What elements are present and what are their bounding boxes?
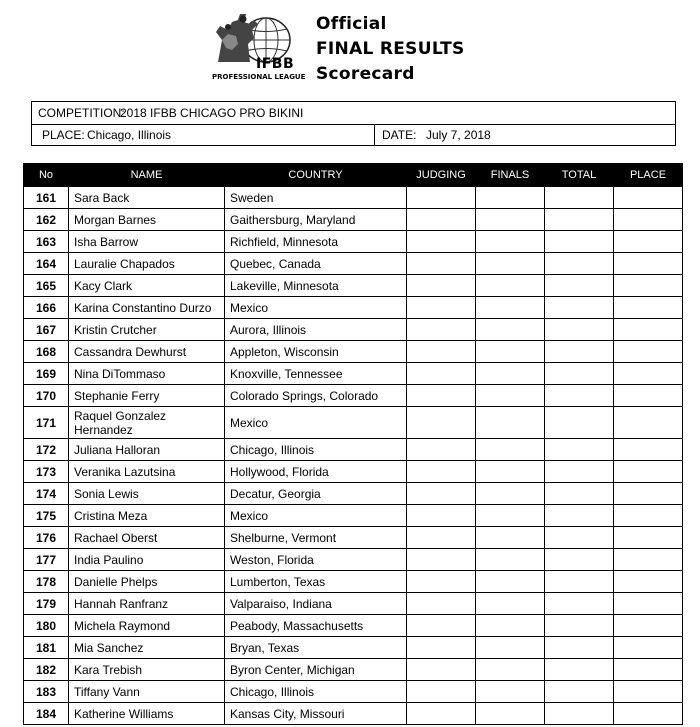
place-date-row [32,124,675,146]
results-table [23,163,683,725]
table-row [24,209,683,231]
table-row [24,505,683,527]
competitor-number: 179 [24,593,69,615]
finals-score-cell [476,637,545,659]
competitor-country: Knoxville, Tennessee [225,363,407,385]
competitor-number: 165 [24,275,69,297]
place-cell [614,571,683,593]
table-row [24,363,683,385]
competitor-number: 166 [24,297,69,319]
competitor-country: Decatur, Georgia [225,483,407,505]
finals-score-cell [476,231,545,253]
finals-score-cell [476,341,545,363]
competitor-country: Chicago, Illinois [225,439,407,461]
finals-score-cell [476,385,545,407]
place-cell [614,407,683,439]
scorecard-title [316,12,465,87]
total-score-cell [545,505,614,527]
place-cell [614,385,683,407]
judging-score-cell [407,461,476,483]
finals-score-cell [476,319,545,341]
judging-score-cell [407,505,476,527]
competitor-country: Quebec, Canada [225,253,407,275]
place-cell [614,681,683,703]
competitor-name: Sonia Lewis [69,483,225,505]
total-score-cell [545,703,614,725]
place-cell [614,231,683,253]
place-cell [614,363,683,385]
table-row [24,659,683,681]
title-line: FINAL RESULTS [316,39,465,59]
competitor-country: Bryan, Texas [225,637,407,659]
competitor-number: 170 [24,385,69,407]
judging-score-cell [407,549,476,571]
finals-score-cell [476,483,545,505]
judging-score-cell [407,231,476,253]
judging-score-cell [407,275,476,297]
judging-score-cell [407,319,476,341]
finals-score-cell [476,527,545,549]
place-cell [614,593,683,615]
place-cell [614,703,683,725]
total-score-cell [545,253,614,275]
competitor-name: Kristin Crutcher [69,319,225,341]
competitor-name: Danielle Phelps [69,571,225,593]
competitor-name: Raquel Gonzalez Hernandez [69,407,225,439]
competitor-country: Aurora, Illinois [225,319,407,341]
judging-score-cell [407,593,476,615]
competitor-number: 176 [24,527,69,549]
finals-score-cell [476,703,545,725]
competitor-country: Lakeville, Minnesota [225,275,407,297]
finals-score-cell [476,615,545,637]
competitor-name: Nina DiTommaso [69,363,225,385]
place-cell [614,341,683,363]
competitor-number: 184 [24,703,69,725]
competitor-country: Mexico [225,505,407,527]
table-row [24,439,683,461]
table-row [24,637,683,659]
total-score-cell [545,385,614,407]
logo-text-main: IFBB [256,56,295,72]
competitor-number: 183 [24,681,69,703]
finals-score-cell [476,439,545,461]
judging-score-cell [407,385,476,407]
competitor-number: 164 [24,253,69,275]
column-header-place: PLACE [614,164,683,187]
competitor-country: Richfield, Minnesota [225,231,407,253]
competitor-number: 167 [24,319,69,341]
competitor-number: 172 [24,439,69,461]
competitor-number: 181 [24,637,69,659]
finals-score-cell [476,571,545,593]
total-score-cell [545,549,614,571]
competitor-name: Tiffany Vann [69,681,225,703]
finals-score-cell [476,593,545,615]
place-cell [614,659,683,681]
place-cell [614,439,683,461]
place-cell [614,527,683,549]
total-score-cell [545,681,614,703]
column-header-total: TOTAL [545,164,614,187]
judging-score-cell [407,571,476,593]
competitor-country: Kansas City, Missouri [225,703,407,725]
total-score-cell [545,615,614,637]
table-row [24,483,683,505]
total-score-cell [545,439,614,461]
competitor-number: 163 [24,231,69,253]
place-label: PLACE: [42,128,85,142]
competitor-name: Katherine Williams [69,703,225,725]
total-score-cell [545,319,614,341]
results-body [24,187,683,725]
competition-row [32,102,675,125]
table-row [24,385,683,407]
column-header-country: COUNTRY [225,164,407,187]
total-score-cell [545,527,614,549]
competitor-name: Cassandra Dewhurst [69,341,225,363]
finals-score-cell [476,253,545,275]
finals-score-cell [476,363,545,385]
finals-score-cell [476,297,545,319]
competitor-number: 174 [24,483,69,505]
total-score-cell [545,659,614,681]
table-row [24,593,683,615]
competition-value: 2018 IFBB CHICAGO PRO BIKINI [120,106,304,120]
place-cell [614,615,683,637]
place-cell [614,253,683,275]
finals-score-cell [476,505,545,527]
competitor-name: Juliana Halloran [69,439,225,461]
competitor-number: 178 [24,571,69,593]
table-row [24,253,683,275]
finals-score-cell [476,407,545,439]
table-row [24,275,683,297]
finals-score-cell [476,187,545,209]
competitor-country: Appleton, Wisconsin [225,341,407,363]
place-cell [614,483,683,505]
title-line: Scorecard [316,64,415,84]
place-value: Chicago, Illinois [87,128,172,142]
ifbb-pro-league-logo [208,10,306,84]
judging-score-cell [407,527,476,549]
table-row [24,319,683,341]
competitor-country: Shelburne, Vermont [225,527,407,549]
table-row [24,407,683,439]
competitor-country: Hollywood, Florida [225,461,407,483]
date-divider [374,124,375,146]
place-cell [614,549,683,571]
table-row [24,461,683,483]
date-label: DATE: [382,128,417,142]
competitor-name: Veranika Lazutsina [69,461,225,483]
total-score-cell [545,571,614,593]
table-row [24,187,683,209]
total-score-cell [545,231,614,253]
judging-score-cell [407,703,476,725]
competitor-number: 180 [24,615,69,637]
competitor-number: 175 [24,505,69,527]
total-score-cell [545,341,614,363]
table-row [24,341,683,363]
finals-score-cell [476,461,545,483]
table-row [24,681,683,703]
competitor-country: Byron Center, Michigan [225,659,407,681]
judging-score-cell [407,297,476,319]
place-cell [614,319,683,341]
competitor-number: 168 [24,341,69,363]
competitor-name: Kacy Clark [69,275,225,297]
competitor-name: Rachael Oberst [69,527,225,549]
competitor-name: Stephanie Ferry [69,385,225,407]
competitor-name: Hannah Ranfranz [69,593,225,615]
competition-info-box [31,101,676,146]
competitor-name: Karina Constantino Durzo [69,297,225,319]
total-score-cell [545,363,614,385]
competitor-country: Gaithersburg, Maryland [225,209,407,231]
judging-score-cell [407,253,476,275]
place-cell [614,461,683,483]
place-cell [614,505,683,527]
competitor-name: Lauralie Chapados [69,253,225,275]
table-row [24,615,683,637]
competitor-number: 173 [24,461,69,483]
place-cell [614,637,683,659]
table-row [24,231,683,253]
judging-score-cell [407,439,476,461]
judging-score-cell [407,681,476,703]
competitor-number: 171 [24,407,69,439]
total-score-cell [545,637,614,659]
finals-score-cell [476,549,545,571]
competitor-country: Lumberton, Texas [225,571,407,593]
total-score-cell [545,297,614,319]
competitor-country: Colorado Springs, Colorado [225,385,407,407]
column-header-judging: JUDGING [407,164,476,187]
competition-label: COMPETITION: [38,106,125,120]
competitor-number: 169 [24,363,69,385]
competitor-country: Chicago, Illinois [225,681,407,703]
place-cell [614,297,683,319]
judging-score-cell [407,615,476,637]
competitor-number: 177 [24,549,69,571]
competitor-country: Mexico [225,407,407,439]
finals-score-cell [476,209,545,231]
place-cell [614,187,683,209]
competitor-number: 161 [24,187,69,209]
competitor-name: Isha Barrow [69,231,225,253]
date-value: July 7, 2018 [426,128,491,142]
competitor-name: India Paulino [69,549,225,571]
competitor-number: 182 [24,659,69,681]
total-score-cell [545,407,614,439]
competitor-name: Kara Trebish [69,659,225,681]
total-score-cell [545,187,614,209]
judging-score-cell [407,341,476,363]
table-header-row [24,164,683,187]
judging-score-cell [407,483,476,505]
place-cell [614,209,683,231]
total-score-cell [545,483,614,505]
competitor-country: Valparaiso, Indiana [225,593,407,615]
judging-score-cell [407,209,476,231]
total-score-cell [545,275,614,297]
judging-score-cell [407,659,476,681]
total-score-cell [545,461,614,483]
judging-score-cell [407,407,476,439]
finals-score-cell [476,659,545,681]
column-header-no: No [24,164,69,187]
competitor-number: 162 [24,209,69,231]
total-score-cell [545,593,614,615]
competitor-name: Morgan Barnes [69,209,225,231]
judging-score-cell [407,363,476,385]
judging-score-cell [407,637,476,659]
competitor-country: Mexico [225,297,407,319]
competitor-country: Weston, Florida [225,549,407,571]
competitor-name: Mia Sanchez [69,637,225,659]
finals-score-cell [476,275,545,297]
competitor-country: Peabody, Massachusetts [225,615,407,637]
competitor-name: Michela Raymond [69,615,225,637]
table-row [24,703,683,725]
logo-text-sub: PROFESSIONAL LEAGUE [212,73,306,81]
table-row [24,571,683,593]
competitor-name: Cristina Meza [69,505,225,527]
table-row [24,527,683,549]
competitor-name: Sara Back [69,187,225,209]
judging-score-cell [407,187,476,209]
table-row [24,297,683,319]
finals-score-cell [476,681,545,703]
table-row [24,549,683,571]
competitor-country: Sweden [225,187,407,209]
title-line: Official [316,14,387,34]
column-header-name: NAME [69,164,225,187]
place-cell [614,275,683,297]
total-score-cell [545,209,614,231]
column-header-finals: FINALS [476,164,545,187]
